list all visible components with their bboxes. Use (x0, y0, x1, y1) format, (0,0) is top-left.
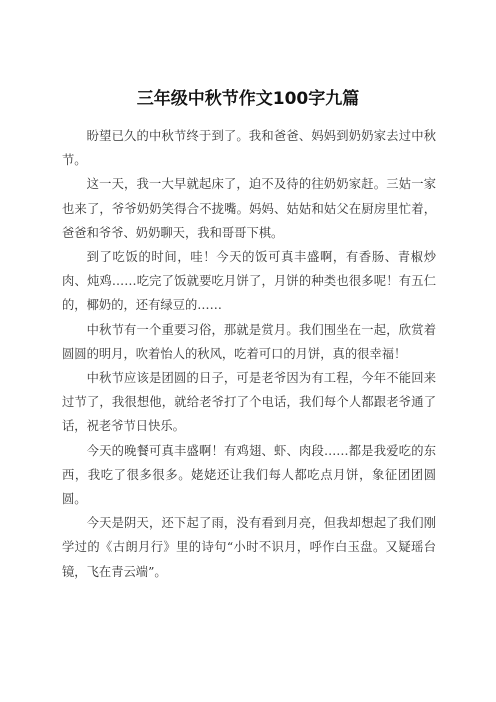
paragraph: 今天是阴天，还下起了雨，没有看到月亮，但我却想起了我们刚学过的《古朗月行》里的诗句“小时不识月，呼作白玉盘。又疑瑶台镜，飞在青云端”。 (62, 516, 436, 579)
paragraph: 盼望已久的中秋节终于到了。我和爸爸、妈妈到奶奶家去过中秋节。 (62, 129, 436, 168)
document-body (62, 124, 436, 584)
paragraph: 到了吃饭的时间，哇！今天的饭可真丰盛啊，有香肠、青椒炒肉、炖鸡……吃完了饭就要吃月饼了，月饼的种类也很多呢！有五仁的，椰奶的，还有绿豆的…… (62, 250, 436, 313)
paragraph: 中秋节有一个重要习俗，那就是赏月。我们围坐在一起，欣赏着圆圆的明月，吹着怡人的秋风，吃着可口的月饼，真的很幸福！ (62, 322, 436, 361)
document-title: 三年级中秋节作文100字九篇 (136, 89, 360, 109)
paragraph: 中秋节应该是团圆的日子，可是老爷因为有工程，今年不能回来过节了，我很想他，就给老爷打了个电话，我们每个人都跟老爷通了话，祝老爷节日快乐。 (62, 371, 436, 434)
paragraph: 这一天，我一大早就起床了，迫不及待的往奶奶家赶。三姑一家也来了，爷爷奶奶笑得合不拢嘴。妈妈、姑姑和姑父在厨房里忙着，爸爸和爷爷、奶奶聊天，我和哥哥下棋。 (62, 177, 436, 240)
paragraph: 今天的晚餐可真丰盛啊！有鸡翅、虾、肉段……都是我爱吃的东西，我吃了很多很多。姥姥还让我们每人都吃点月饼，象征团团圆圆。 (62, 443, 436, 507)
